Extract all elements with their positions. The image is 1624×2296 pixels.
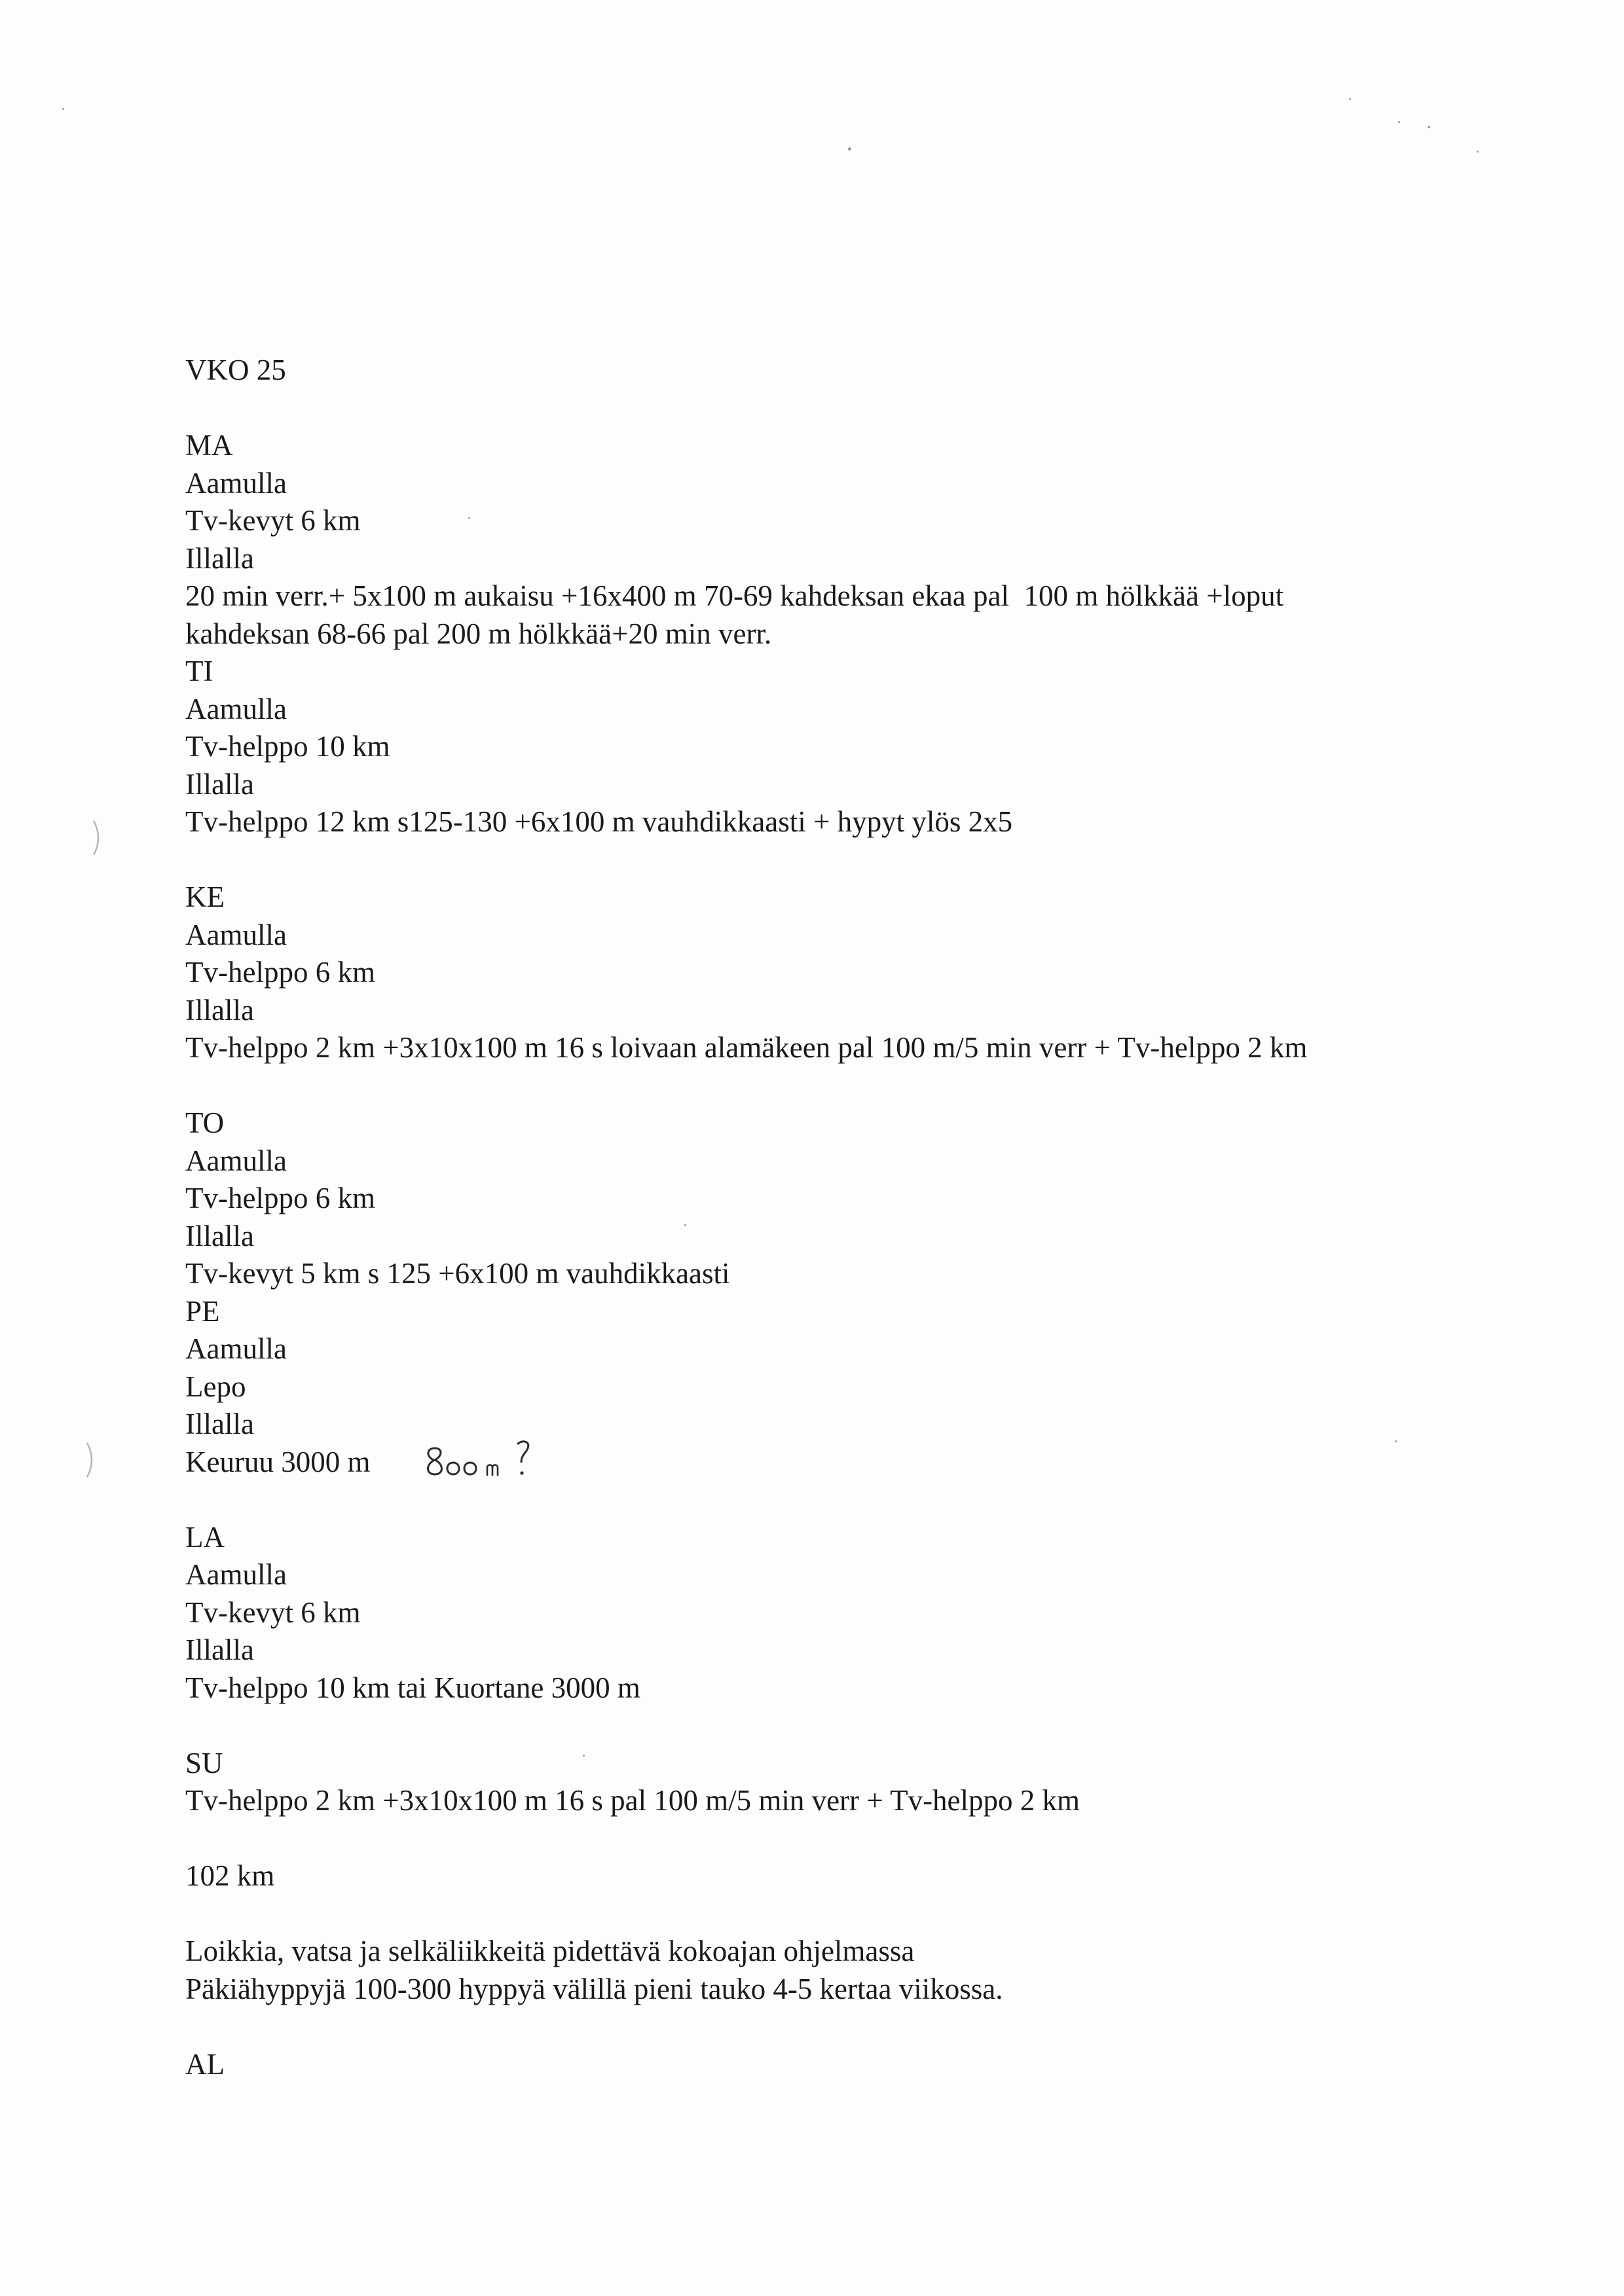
- sunday-session: Tv-helppo 2 km +3x10x100 m 16 s pal 100 m/5 min verr + Tv-helppo 2 km: [185, 1784, 1080, 1817]
- evening-session: Tv-helppo 2 km +3x10x100 m 16 s loivaan alamäkeen pal 100 m/5 min verr + Tv-helppo 2 km: [185, 1031, 1308, 1064]
- week-heading: VKO 25: [185, 354, 286, 386]
- scan-speck: [1398, 121, 1400, 123]
- day-heading-la: LA: [185, 1520, 225, 1554]
- spacer: [185, 1895, 1495, 1933]
- scan-speck: [1349, 98, 1351, 100]
- weekly-total: 102 km: [185, 1859, 275, 1892]
- evening-label: Illalla: [185, 767, 254, 801]
- day-heading-ke: KE: [185, 881, 225, 913]
- evening-label: Illalla: [185, 541, 254, 575]
- morning-label: Aamulla: [185, 466, 287, 500]
- spacer: [185, 841, 1495, 879]
- spacer: [185, 2008, 1495, 2046]
- note-line: Päkiähyppyjä 100-300 hyppyä välillä pieni tauko 4-5 kertaa viikossa.: [185, 1972, 1003, 2005]
- margin-mark: [82, 1440, 101, 1480]
- evening-label: Illalla: [185, 1219, 254, 1252]
- day-heading-ti: TI: [185, 655, 213, 687]
- morning-session: Tv-helppo 10 km: [185, 730, 390, 763]
- morning-label: Aamulla: [185, 1558, 287, 1591]
- scan-speck: [1428, 126, 1430, 128]
- day-heading-to: TO: [185, 1106, 225, 1139]
- day-heading-ma: MA: [185, 429, 233, 462]
- morning-label: Aamulla: [185, 918, 287, 951]
- morning-label: Aamulla: [185, 1332, 287, 1365]
- scan-speck: [62, 108, 64, 110]
- evening-label: Illalla: [185, 993, 254, 1027]
- evening-session: Tv-helppo 10 km tai Kuortane 3000 m: [185, 1671, 640, 1704]
- spacer: [185, 1707, 1495, 1745]
- spacer: [185, 390, 1495, 428]
- day-heading-pe: PE: [185, 1294, 220, 1328]
- spacer: [185, 1820, 1495, 1858]
- spacer: [185, 1067, 1495, 1105]
- signature-initials: AL: [185, 2047, 225, 2081]
- evening-session-continued: kahdeksan 68-66 pal 200 m hölkkää+20 min verr.: [185, 617, 772, 650]
- training-plan: [185, 352, 1495, 2083]
- evening-session: Keuruu 3000 m: [185, 1445, 371, 1478]
- day-heading-su: SU: [185, 1746, 223, 1779]
- morning-session: Tv-helppo 6 km: [185, 1182, 375, 1214]
- scan-speck: [1477, 151, 1479, 153]
- evening-label: Illalla: [185, 1633, 254, 1666]
- handwritten-annotation: [419, 1434, 550, 1493]
- morning-label: Aamulla: [185, 1144, 287, 1177]
- note-line: Loikkia, vatsa ja selkäliikkeitä pidettävä kokoajan ohjelmassa: [185, 1935, 915, 1967]
- evening-session: Tv-kevyt 5 km s 125 +6x100 m vauhdikkaasti: [185, 1257, 730, 1290]
- scan-speck: [848, 147, 851, 151]
- morning-session: Tv-helppo 6 km: [185, 956, 375, 989]
- morning-session: Lepo: [185, 1370, 246, 1403]
- morning-session: Tv-kevyt 6 km: [185, 1595, 361, 1629]
- morning-session: Tv-kevyt 6 km: [185, 504, 361, 537]
- morning-label: Aamulla: [185, 692, 287, 725]
- margin-mark: [88, 818, 108, 858]
- spacer: [185, 1481, 1495, 1519]
- evening-session: Tv-helppo 12 km s125-130 +6x100 m vauhdikkaasti + hypyt ylös 2x5: [185, 805, 1013, 838]
- evening-session: 20 min verr.+ 5x100 m aukaisu +16x400 m 70-69 kahdeksan ekaa pal 100 m hölkkää +loput: [185, 579, 1284, 612]
- evening-label: Illalla: [185, 1408, 254, 1440]
